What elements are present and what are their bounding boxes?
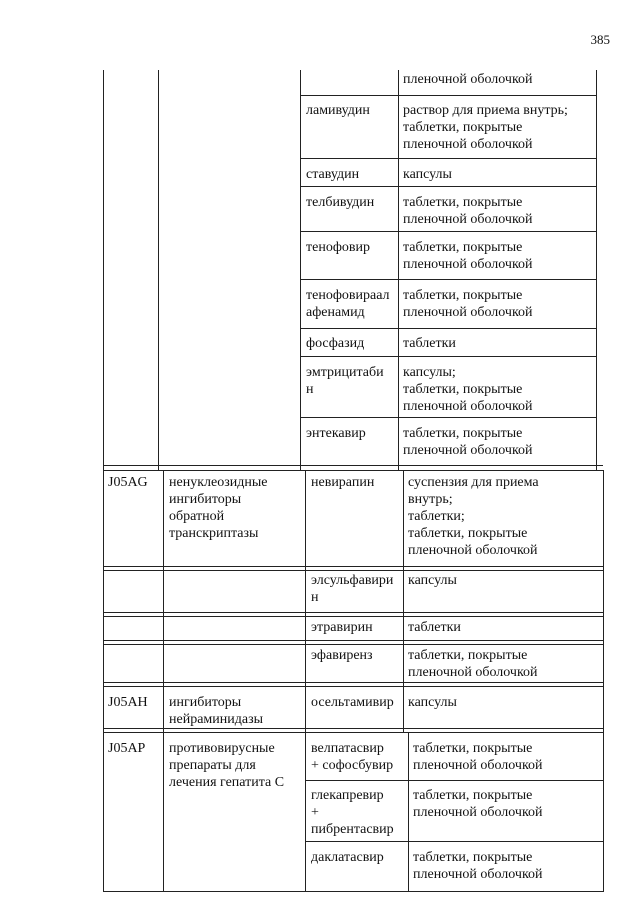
drug-name-cell: даклатасвир	[311, 850, 384, 865]
grid-line	[305, 470, 306, 892]
drug-name-cell: энтекавир	[306, 426, 366, 441]
grid-line	[103, 465, 603, 466]
grid-line	[300, 186, 597, 187]
drug-name-cell: осельтамивир	[311, 695, 394, 710]
grid-line	[103, 470, 603, 471]
dosage-form-cell: пленочной оболочкой	[403, 72, 533, 87]
dosage-form-cell: таблетки	[403, 336, 456, 351]
dosage-form-cell: таблетки, покрытые пленочной оболочкой	[408, 648, 538, 680]
dosage-form-cell: таблетки, покрытые пленочной оболочкой	[403, 240, 533, 272]
dosage-form-cell: капсулы	[408, 695, 457, 710]
grid-line	[305, 841, 603, 842]
group-name-cell: ингибиторы нейраминидазы	[169, 695, 264, 727]
grid-line	[103, 686, 603, 687]
drug-name-cell: телбивудин	[306, 195, 375, 210]
atc-code-cell: J05AG	[108, 475, 148, 490]
group-name-cell: ненуклеозидные ингибиторы обратной транскриптазы	[169, 475, 268, 541]
dosage-form-cell: таблетки, покрытые пленочной оболочкой	[403, 195, 533, 227]
grid-line	[300, 328, 597, 329]
dosage-form-cell: капсулы	[408, 573, 457, 588]
grid-line	[403, 470, 404, 732]
drug-name-cell: велпатасвир + софосбувир	[311, 741, 394, 773]
dosage-form-cell: суспензия для приема внутрь; таблетки; таблетки, покрытые пленочной оболочкой	[408, 475, 539, 558]
grid-line	[163, 470, 164, 892]
dosage-form-cell: таблетки, покрытые пленочной оболочкой	[413, 788, 543, 820]
grid-line	[103, 644, 603, 645]
grid-line	[103, 570, 603, 571]
grid-line	[103, 891, 603, 892]
drug-name-cell: ламивудин	[306, 103, 370, 118]
drug-name-cell: этравирин	[311, 620, 373, 635]
grid-line	[300, 417, 597, 418]
dosage-form-cell: таблетки, покрытые пленочной оболочкой	[413, 850, 543, 882]
grid-line	[300, 356, 597, 357]
dosage-form-cell: капсулы; таблетки, покрытые пленочной оболочкой	[403, 365, 533, 414]
drug-name-cell: элсульфавири н	[311, 573, 394, 605]
grid-line	[603, 470, 604, 892]
grid-line	[103, 728, 603, 729]
grid-line	[103, 566, 603, 567]
grid-line	[596, 70, 597, 470]
drug-name-cell: невирапин	[311, 475, 375, 490]
grid-line	[103, 616, 603, 617]
drug-name-cell: тенофовираал афенамид	[306, 288, 390, 320]
grid-line	[300, 231, 597, 232]
dosage-form-cell: таблетки, покрытые пленочной оболочкой	[413, 741, 543, 773]
grid-line	[158, 70, 159, 470]
atc-code-cell: J05AH	[108, 695, 148, 710]
grid-line	[300, 95, 597, 96]
grid-line	[305, 780, 603, 781]
grid-line	[103, 70, 104, 892]
dosage-form-cell: таблетки	[408, 620, 461, 635]
dosage-form-cell: таблетки, покрытые пленочной оболочкой	[403, 426, 533, 458]
drug-name-cell: тенофовир	[306, 240, 370, 255]
grid-line	[103, 732, 603, 733]
dosage-form-cell: капсулы	[403, 167, 452, 182]
group-name-cell: противовирусные препараты для лечения гепатита С	[169, 741, 285, 790]
dosage-form-cell: таблетки, покрытые пленочной оболочкой	[403, 288, 533, 320]
grid-line	[300, 70, 301, 470]
dosage-form-cell: раствор для приема внутрь; таблетки, покрытые пленочной оболочкой	[403, 103, 568, 152]
grid-line	[103, 612, 603, 613]
drug-name-cell: фосфазид	[306, 336, 365, 351]
grid-line	[300, 158, 597, 159]
grid-line	[398, 70, 399, 470]
drug-name-cell: глекапревир + пибрентасвир	[311, 788, 394, 837]
grid-line	[300, 279, 597, 280]
drug-name-cell: эфавиренз	[311, 648, 373, 663]
grid-line	[103, 682, 603, 683]
page-number: 385	[590, 32, 610, 47]
drug-name-cell: ставудин	[306, 167, 360, 182]
atc-code-cell: J05AP	[108, 741, 146, 756]
drug-name-cell: эмтрицитаби н	[306, 365, 384, 397]
grid-line	[103, 640, 603, 641]
grid-line	[408, 732, 409, 892]
